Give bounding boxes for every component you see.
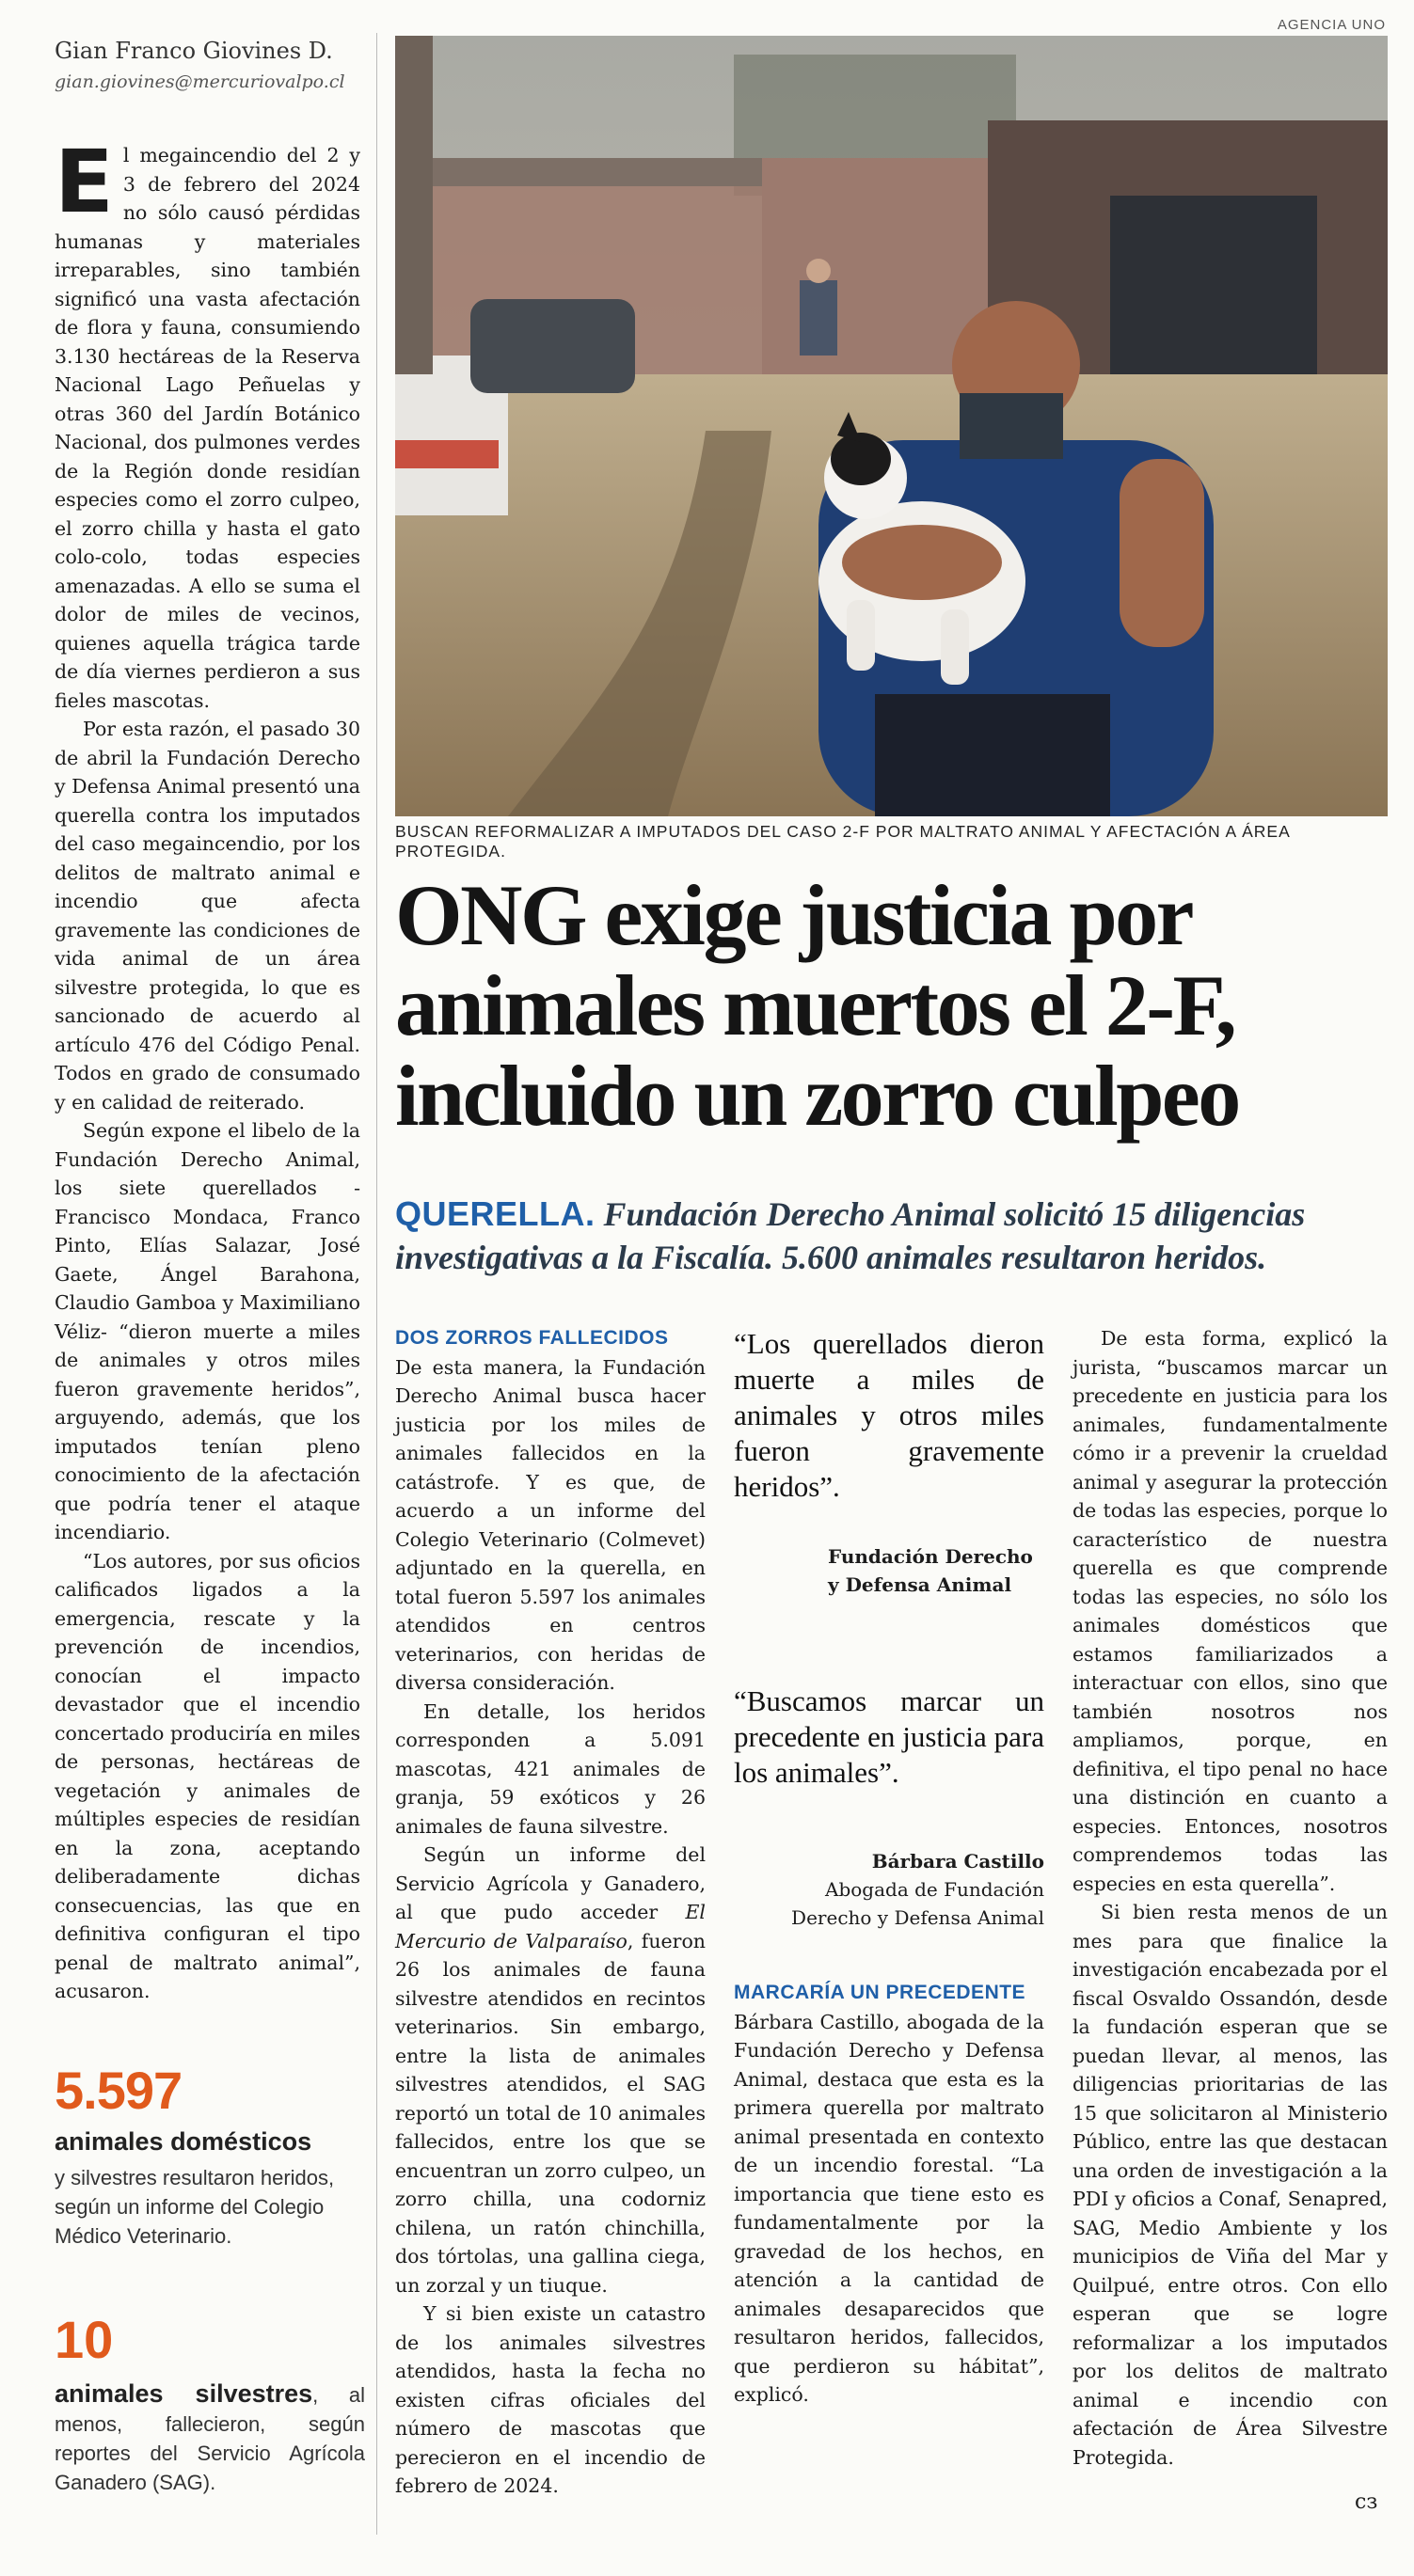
stat-1-number: 5.597 <box>55 2061 183 2120</box>
deck-text: Fundación Derecho Animal solicitó 15 diligencias investigativas a la Fiscalía. 5.600 animales resultaron heridos. <box>395 1195 1306 1276</box>
stat-2-text <box>55 2379 365 2497</box>
quote-2-name: Bárbara Castillo <box>871 1850 1044 1873</box>
c3-paragraph-1: Bárbara Castillo, abogada de la Fundación Derecho y Defensa Animal, destaca que esta es la primera querella por maltrato animal presentada en contexto de un incendio forestal. “La importancia que tiene esto es fundamentalmente por la gravedad de los hechos, en atención a la cantidad de animales desaparecidos que resultaron heridos, fallecidos, que perdieron su hábitat”, explicó. <box>734 2010 1044 2406</box>
c2-paragraph-2: En detalle, los heridos corresponden a 5.091 mascotas, 421 animales de granja, 59 exóticos y 26 animales de fauna silvestre. <box>395 1699 706 1838</box>
stat-2-number: 10 <box>55 2310 114 2369</box>
photo-credit: AGENCIA UNO <box>1277 17 1386 33</box>
deck <box>395 1193 1392 1279</box>
column-3 <box>734 1324 1044 2410</box>
newspaper-name: El Mercurio de Valparaíso <box>395 1901 706 1952</box>
c4-paragraph-1: De esta forma, explicó la jurista, “buscamos marcar un precedente en justicia para los animales, fundamentalmente cómo ir a prevenir la crueldad animal y asegurar la protección de todas las especies, porque lo característico de nuestra querella es que comprende todas las especies, no sólo los animales domésticos que estamos familiarizados a interactuar con ellos, sino que también nosotros nos ampliamos, porque, en definitiva, el tipo penal no hace una distinción en cuanto a especies. Entonces, nosotros comprendemos todas las especies en esta querella”. <box>1072 1327 1388 1895</box>
deck-kicker: QUERELLA. <box>395 1194 596 1233</box>
pull-quote-1: “Los querellados dieron muerte a miles de animales y otros miles fueron gravemente heridos”. <box>734 1327 1044 1503</box>
column-divider <box>376 33 377 2535</box>
left-paragraph-2: Por esta razón, el pasado 30 de abril la Fundación Derecho y Defensa Animal presentó una querella contra los imputados del caso megaincendio, por los delitos de maltrato animal e incendio que afecta gravemente las condiciones de vida animal de un área silvestre protegida, lo que es sancionado de acuerdo al artículo 476 del Código Penal. Todos en grado de consumado y en calidad de reiterado. <box>55 718 360 1114</box>
subhead-dos-zorros: DOS ZORROS FALLECIDOS <box>395 1327 669 1349</box>
photo-illustration <box>395 36 1388 816</box>
quote-2-attribution <box>734 1847 1044 1932</box>
column-2 <box>395 1324 706 2501</box>
column-4 <box>1072 1324 1388 2472</box>
stat-2-label: animales silvestres <box>55 2379 313 2408</box>
author-email[interactable]: gian.giovines@mercuriovalpo.cl <box>55 71 345 92</box>
subhead-precedente: MARCARÍA UN PRECEDENTE <box>734 1982 1026 2003</box>
left-column-body <box>55 132 360 2006</box>
c2-p3-end: , fueron 26 los animales de fauna silvestre atendidos en recintos veterinarios. Sin embargo, entre la lista de animales silvestres atendidos, el SAG reportó un total de 10 animales fallecidos, entre los que se encuentran un zorro culpeo, un zorro chilla, una codorniz chilena, un ratón chinchilla, dos tórtolas, una gallina ciega, un zorzal y un tiuque. <box>395 1929 706 2297</box>
author-name: Gian Franco Giovines D. <box>55 38 333 64</box>
news-photo <box>395 36 1388 816</box>
end-mark: cз <box>1355 2490 1378 2514</box>
left-paragraph-1: l megaincendio del 2 y 3 de febrero del 2024 no sólo causó pérdidas humanas y materiales irreparables, sino también significó una vasta afectación de flora y fauna, consumiendo 3.130 hectáreas de la Reserva Nacional Lago Peñuelas y otras 360 del Jardín Botánico Nacional, dos pulmones verdes de la Región donde residían especies como el zorro culpeo, el zorro chilla y hasta el gato colo-colo, todas especies amenazadas. A ello se suma el dolor de miles de vecinos, quienes aquella trágica tarde de día viernes perdieron a sus fieles mascotas. <box>55 144 360 712</box>
c2-paragraph-4: Y si bien existe un catastro de los animales silvestres atendidos, hasta la fecha no existen cifras oficiales del número de mascotas que perecieron en el incendio de febrero de 2024. <box>395 2302 706 2497</box>
left-paragraph-3: Según expone el libelo de la Fundación Derecho Animal, los siete querellados -Francisco Mondaca, Franco Pinto, Elías Salazar, José Gaete, Ángel Barahona, Claudio Gamboa y Maximiliano Véliz- “dieron muerte a miles de animales y otros miles fueron gravemente heridos”, arguyendo, además, que los imputados tenían pleno conocimiento de la afectación que podría tener el ataque incendiario. <box>55 1119 360 1543</box>
c2-p3-start: Según un informe del Servicio Agrícola y Ganadero, al que pudo acceder <box>395 1843 706 1923</box>
left-paragraph-4: “Los autores, por sus oficios calificados ligados a la emergencia, rescate y la prevención de incendios, conocían el impacto devastador que el incendio concertado produciría en miles de personas, hectáreas de vegetación y animales de múltiples especies de residían en la zona, aceptando deliberadamente dichas consecuencias, las que en definitiva configuran el tipo penal de maltrato animal”, acusaron. <box>55 1549 360 2002</box>
pull-quote-2: “Buscamos marcar un precedente en justicia para los animales”. <box>734 1684 1044 1789</box>
quote-1-attribution <box>734 1542 1044 1599</box>
headline: ONG exige justicia por animales muertos el 2-F, incluido un zorro culpeo <box>395 867 1239 1144</box>
photo-caption: BUSCAN REFORMALIZAR A IMPUTADOS DEL CASO 2-F POR MALTRATO ANIMAL Y AFECTACIÓN A ÁREA PROTEGIDA. <box>395 822 1290 861</box>
stat-2-desc: , al menos, fallecieron, según reportes del Servicio Agrícola Ganadero (SAG). <box>55 2383 365 2494</box>
c2-paragraph-3 <box>395 1841 706 2299</box>
stat-1-text: y silvestres resultaron heridos, según un informe del Colegio Médico Veterinario. <box>55 2166 335 2248</box>
quote-2-role: Abogada de Fundación Derecho y Defensa Animal <box>791 1878 1044 1929</box>
drop-cap: E <box>55 132 114 232</box>
stat-1-label: animales domésticos <box>55 2127 312 2156</box>
c2-paragraph-1: De esta manera, la Fundación Derecho Animal busca hacer justicia por los miles de animales fallecidos en la catástrofe. Y es que, de acuerdo a un informe del Colegio Veterinario (Colmevet) adjuntado en la querella, en total fueron 5.597 los animales atendidos en centros veterinarios, con heridas de diversa consideración. <box>395 1355 706 1694</box>
c4-paragraph-2: Si bien resta menos de un mes para que finalice la investigación encabezada por el fiscal Osvaldo Ossandón, desde la fundación esperan que se puedan llevar, al menos, las diligencias prioritarias de las 15 que solicitaron al Ministerio Público, entre las que destacan una orden de investigación a la PDI y oficios a Conaf, Senapred, SAG, Medio Ambiente y los municipios de Viña del Mar y Quilpué, entre otros. Con ello esperan que se logre reformalizar a los imputados por los delitos de maltrato animal e incendio con afectación de Área Silvestre Protegida. <box>1072 1901 1388 2469</box>
quote-1-source: Fundación Derecho y Defensa Animal <box>828 1545 1033 1596</box>
